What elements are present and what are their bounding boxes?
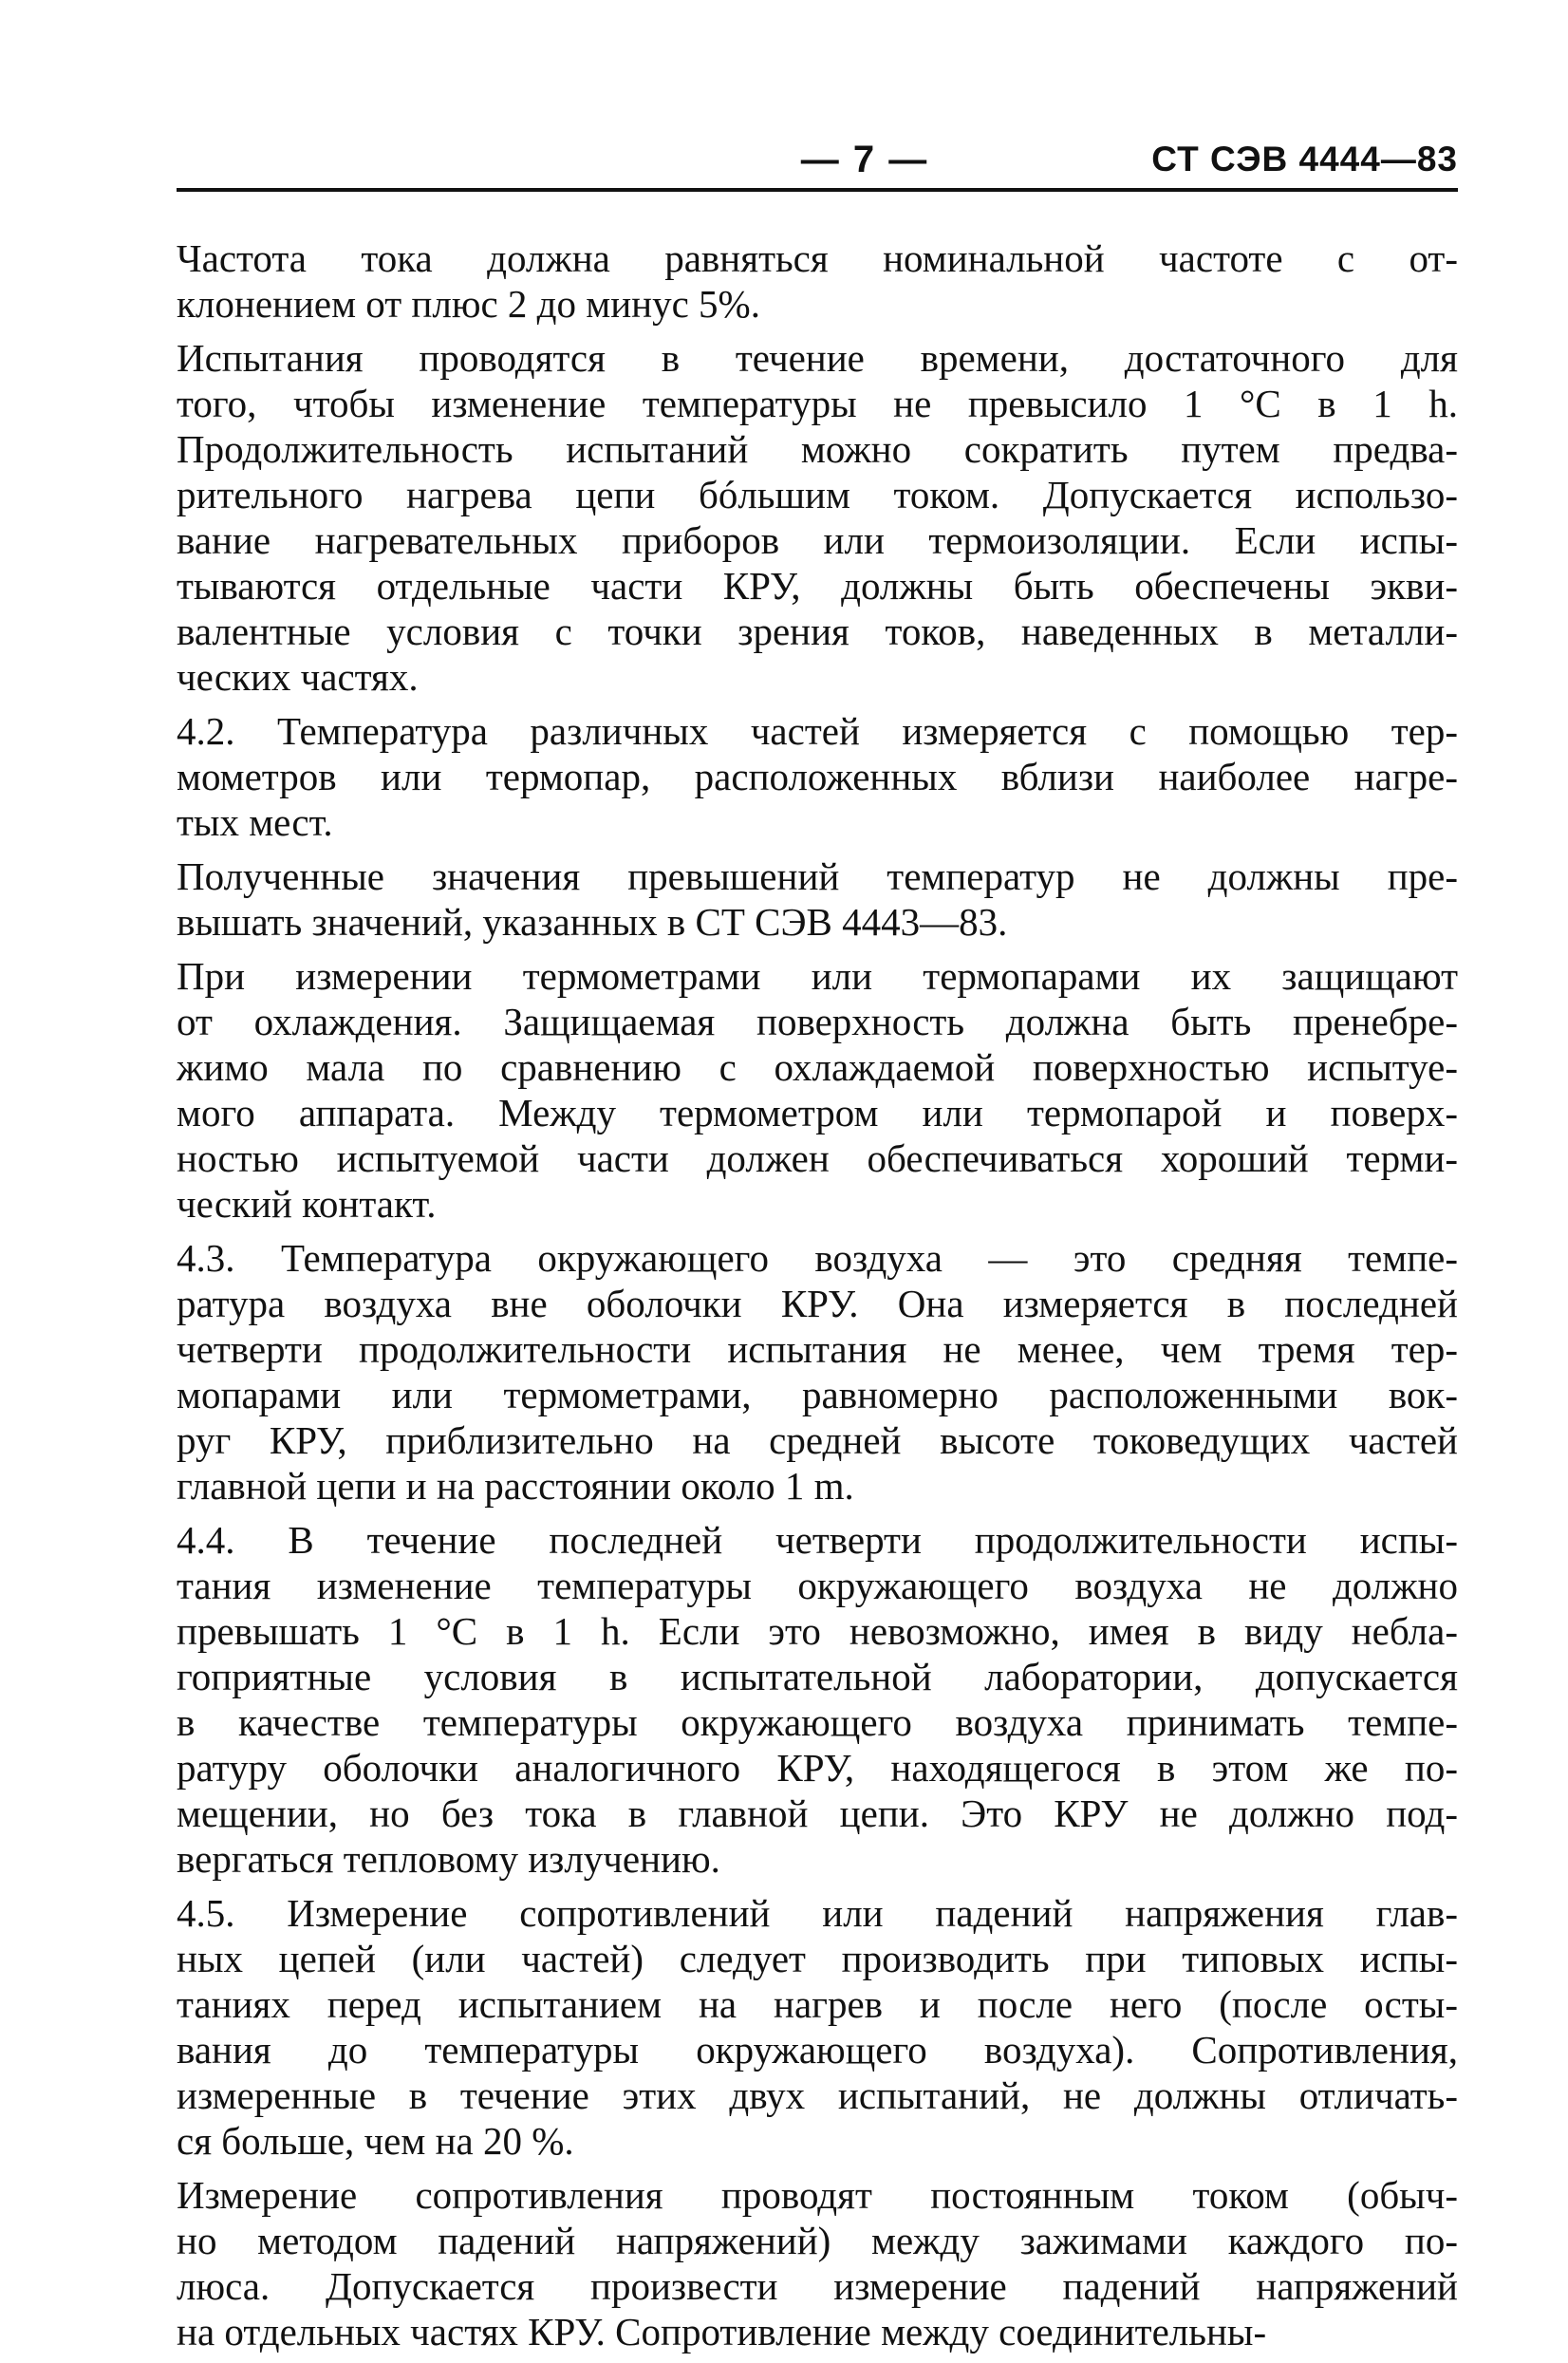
text-line: тываются отдельные части КРУ, должны быть обеспечены экви- <box>177 564 1458 608</box>
paragraph-p1 <box>177 235 1458 327</box>
page-number: — 7 — <box>800 139 929 180</box>
text-line: ностью испытуемой части должен обеспечиваться хороший терми- <box>177 1136 1458 1180</box>
text-line: мопарами или термометрами, равномерно расположенными вок- <box>177 1373 1458 1416</box>
text-line: ных цепей (или частей) следует производить при типовых испы- <box>177 1937 1458 1980</box>
text-line: клонением от плюс 2 до минус 5%. <box>177 282 760 326</box>
paragraph-p3 <box>177 708 1458 845</box>
text-line: вергаться тепловому излучению. <box>177 1837 720 1881</box>
text-line: ратура воздуха вне оболочки КРУ. Она измеряется в последней <box>177 1282 1458 1325</box>
text-line: 4.2. Температура различных частей измеряется с помощью тер- <box>177 709 1458 753</box>
header-rule <box>177 188 1458 192</box>
text-line: на отдельных частях КРУ. Сопротивление между соединительны- <box>177 2310 1267 2354</box>
text-line: вышать значений, указанных в СТ СЭВ 4443—83. <box>177 900 1008 944</box>
text-line: ратуру оболочки аналогичного КРУ, находящегося в этом же по- <box>177 1746 1458 1790</box>
text-line: мого аппарата. Между термометром или термопарой и поверх- <box>177 1091 1458 1135</box>
text-line: но методом падений напряжений) между зажимами каждого по- <box>177 2219 1458 2262</box>
text-line: Испытания проводятся в течение времени, достаточного для <box>177 336 1458 380</box>
text-line: ся больше, чем на 20 %. <box>177 2119 574 2163</box>
text-line: измеренные в течение этих двух испытаний, не должны отличать- <box>177 2073 1458 2117</box>
text-line: 4.4. В течение последней четверти продолжительности испы- <box>177 1518 1458 1562</box>
paragraph-p5 <box>177 953 1458 1227</box>
paragraph-p9 <box>177 2172 1458 2354</box>
text-line: Полученные значения превышений температур не должны пре- <box>177 854 1458 898</box>
text-line: Продолжительность испытаний можно сократить путем предва- <box>177 427 1458 471</box>
page-header <box>177 131 1458 188</box>
text-line: мометров или термопар, расположенных вблизи наиболее нагре- <box>177 755 1458 798</box>
text-line: вания до температуры окружающего воздуха). Сопротивления, <box>177 2028 1458 2072</box>
text-line: ческих частях. <box>177 655 419 699</box>
text-line: тания изменение температуры окружающего воздуха не должно <box>177 1564 1458 1607</box>
text-line: главной цепи и на расстоянии около 1 m. <box>177 1464 854 1508</box>
paragraph-p8 <box>177 1890 1458 2164</box>
text-line: того, чтобы изменение температуры не превысило 1 °C в 1 h. <box>177 382 1458 425</box>
text-line: тых мест. <box>177 800 333 844</box>
text-line: Измерение сопротивления проводят постоянным током (обыч- <box>177 2173 1458 2217</box>
text-line: мещении, но без тока в главной цепи. Это КРУ не должно под- <box>177 1791 1458 1835</box>
text-line: 4.5. Измерение сопротивлений или падений напряжения глав- <box>177 1891 1458 1935</box>
text-line: При измерении термометрами или термопарами их защищают <box>177 954 1458 998</box>
text-line: рительного нагрева цепи бóльшим током. Допускается использо- <box>177 473 1458 516</box>
text-line: превышать 1 °C в 1 h. Если это невозможно, имея в виду небла- <box>177 1609 1458 1653</box>
text-line: Частота тока должна равняться номинальной частоте с от- <box>177 236 1458 280</box>
paragraph-p7 <box>177 1517 1458 1882</box>
text-line: гоприятные условия в испытательной лаборатории, допускается <box>177 1655 1458 1698</box>
text-line: в качестве температуры окружающего воздуха принимать темпе- <box>177 1700 1458 1744</box>
document-code: СТ СЭВ 4444—83 <box>1151 140 1458 178</box>
paragraph-p6 <box>177 1235 1458 1509</box>
text-line: валентные условия с точки зрения токов, наведенных в металли- <box>177 610 1458 653</box>
paragraph-p2 <box>177 335 1458 700</box>
text-line: руг КРУ, приблизительно на средней высоте токоведущих частей <box>177 1418 1458 1462</box>
text-line: жимо мала по сравнению с охлаждаемой поверхностью испытуе- <box>177 1045 1458 1089</box>
text-line: люса. Допускается произвести измерение падений напряжений <box>177 2264 1458 2308</box>
text-line: 4.3. Температура окружающего воздуха — это средняя темпе- <box>177 1236 1458 1280</box>
text-line: от охлаждения. Защищаемая поверхность должна быть пренебре- <box>177 1000 1458 1043</box>
text-line: вание нагревательных приборов или термоизоляции. Если испы- <box>177 518 1458 562</box>
text-line: четверти продолжительности испытания не менее, чем тремя тер- <box>177 1327 1458 1371</box>
paragraph-p4 <box>177 853 1458 945</box>
text-line: ческий контакт. <box>177 1182 437 1226</box>
body-text <box>177 235 1458 2363</box>
text-line: таниях перед испытанием на нагрев и после него (после осты- <box>177 1982 1458 2026</box>
